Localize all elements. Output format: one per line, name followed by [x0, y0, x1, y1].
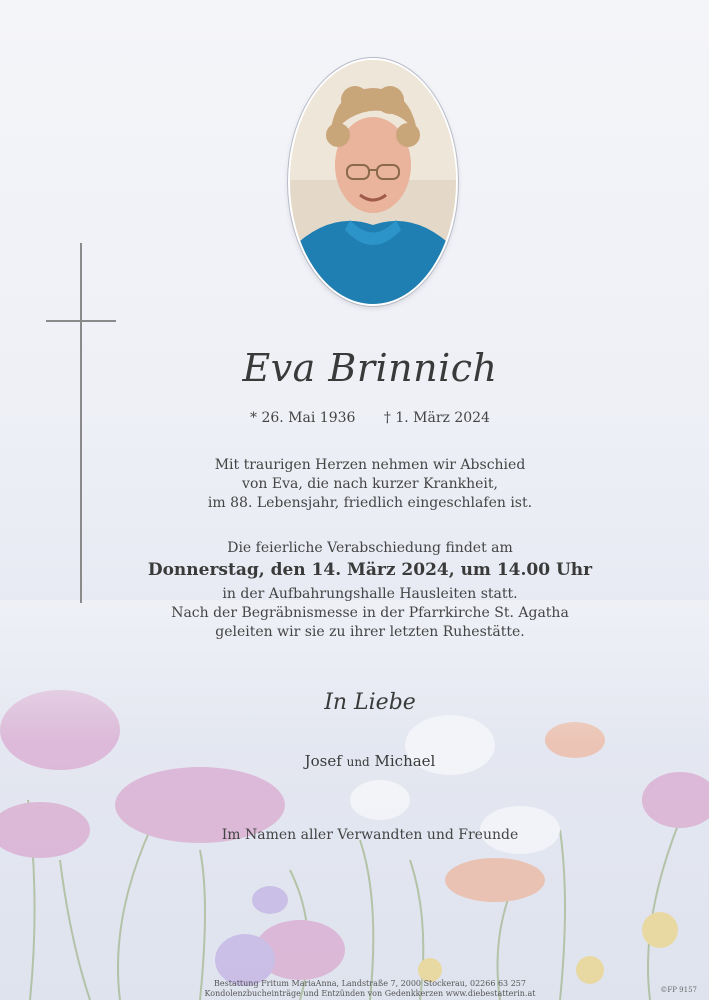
cross-icon-horizontal [46, 320, 116, 322]
template-code: ©FP 9157 [660, 986, 697, 994]
funeral-home-address: Bestattung Fritum MariaAnna, Landstraße 7, 2000 Stockerau, 02266 63 257 [214, 979, 526, 988]
portrait-photo [288, 58, 458, 306]
ceremony-line: geleiten wir sie zu ihrer letzten Ruhestätte. [215, 624, 525, 640]
ceremony-line: in der Aufbahrungshalle Hausleiten statt. [222, 586, 518, 602]
family-name-2: Michael [374, 752, 436, 770]
paragraph-line: Mit traurigen Herzen nehmen wir Abschied [214, 457, 526, 473]
family-names [120, 752, 620, 770]
ceremony-details [120, 585, 620, 642]
flower-meadow-background [0, 600, 709, 1000]
paragraph-line: von Eva, die nach kurzer Krankheit, [242, 476, 498, 492]
ceremony-line: Nach der Begräbnismesse in der Pfarrkirche St. Agatha [171, 605, 569, 621]
portrait-illustration [290, 60, 456, 304]
family-conjunction: und [346, 755, 370, 769]
relatives-line: Im Namen aller Verwandten und Freunde [221, 827, 519, 843]
paragraph-line: im 88. Lebensjahr, friedlich eingeschlafen ist. [207, 495, 533, 511]
ceremony-intro: Die feierliche Verabschiedung findet am [227, 540, 513, 556]
ceremony-datetime: Donnerstag, den 14. März 2024, um 14.00 Uhr [147, 560, 593, 580]
condolence-website: Kondolenzbucheinträge und Entzünden von Gedenkkerzen www.diebestatterin.at [204, 989, 536, 998]
life-dates [120, 410, 620, 426]
cross-icon-vertical [80, 243, 82, 603]
farewell-paragraph [120, 456, 620, 513]
birth-date: * 26. Mai 1936 [250, 410, 356, 426]
death-date: † 1. März 2024 [383, 410, 490, 426]
in-liebe-heading: In Liebe [324, 690, 416, 715]
deceased-name: Eva Brinnich [242, 346, 498, 390]
family-name-1: Josef [304, 752, 342, 770]
